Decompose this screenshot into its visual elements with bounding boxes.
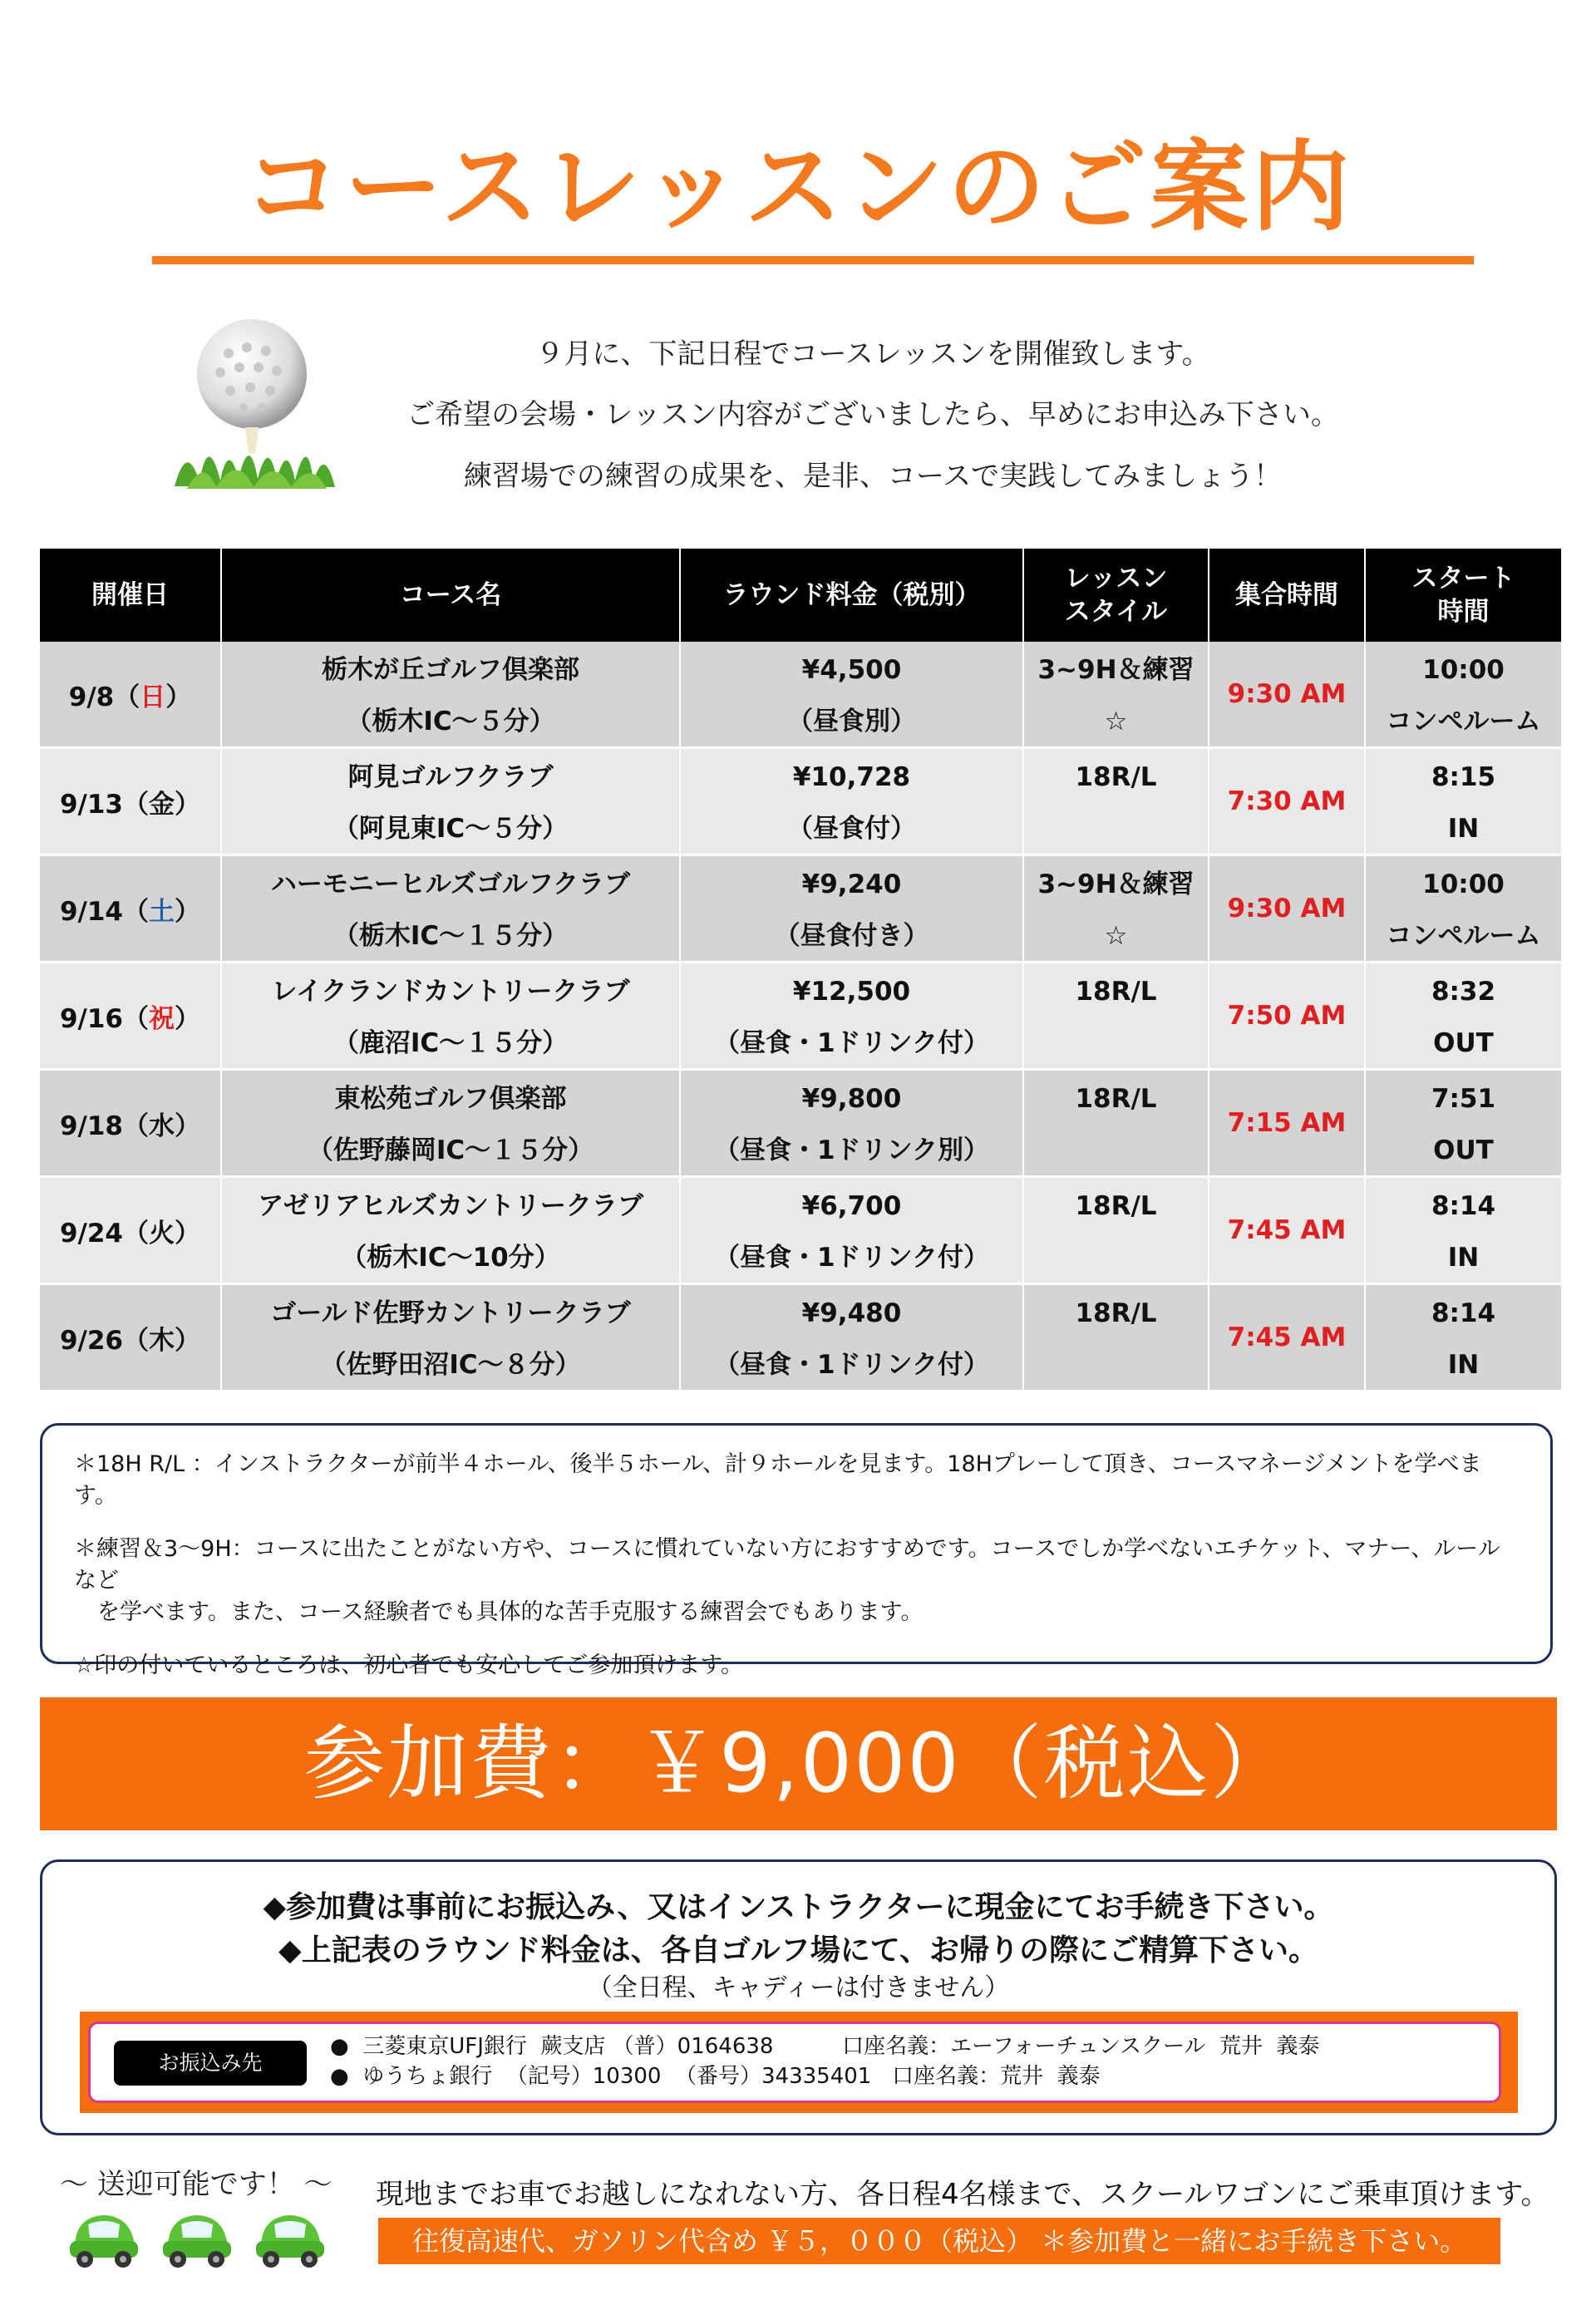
payment-line-1: ◆参加費は事前にお振込み、又はインストラクターに現金にてお手続き下さい。 bbox=[263, 1890, 1334, 1924]
date-cell: 9/18（水） bbox=[40, 1070, 221, 1177]
course-name: ゴールド佐野カントリークラブ bbox=[270, 1298, 631, 1328]
header-start: スタート 時間 bbox=[1365, 549, 1561, 642]
course-access: （栃木IC～５分） bbox=[346, 707, 555, 736]
start-time: 8:32 bbox=[1431, 977, 1496, 1007]
bank-label: お振込み先 bbox=[114, 2041, 307, 2086]
header-course: コース名 bbox=[221, 549, 680, 642]
start-time: 10:00 bbox=[1422, 869, 1505, 899]
round-price: ¥4,500 bbox=[801, 655, 902, 685]
car-icon bbox=[66, 2206, 141, 2271]
title-underline bbox=[152, 256, 1474, 264]
course-cell bbox=[221, 1070, 680, 1177]
table-row bbox=[40, 1070, 1561, 1177]
round-price: ¥9,800 bbox=[801, 1084, 902, 1114]
bank-strip bbox=[80, 2012, 1518, 2113]
fee-cell bbox=[680, 855, 1023, 963]
intro-line-2: ご希望の会場・レッスン内容がございましたら、早めにお申込み下さい。 bbox=[406, 398, 1339, 431]
round-price: ¥10,728 bbox=[792, 762, 911, 792]
course-access: （栃木IC～10分） bbox=[341, 1243, 560, 1273]
start-place: IN bbox=[1447, 1243, 1480, 1273]
lesson-style: 3~9H＆練習 bbox=[1037, 655, 1195, 685]
course-cell bbox=[221, 748, 680, 855]
weekday: 水 bbox=[149, 1111, 175, 1141]
start-cell bbox=[1365, 963, 1561, 1070]
course-cell bbox=[221, 1284, 680, 1391]
gather-time: 7:45 AM bbox=[1209, 1177, 1365, 1284]
note-practice-cont: を学べます。また、コース経験者でも具体的な苦手克服する練習会でもあります。 bbox=[97, 1599, 924, 1625]
start-cell bbox=[1365, 1070, 1561, 1177]
course-name: アゼリアヒルズカントリークラブ bbox=[258, 1191, 643, 1221]
fee-cell bbox=[680, 1284, 1023, 1391]
gather-time: 9:30 AM bbox=[1209, 855, 1365, 963]
note-star: ☆印の付いているところは、初心者でも安心してご参加頂けます。 bbox=[74, 1652, 744, 1678]
fee-cell bbox=[680, 963, 1023, 1070]
note-rl: ＊18H R/L ：インストラクターが前半４ホール、後半５ホール、計９ホールを見ます。18Hプレーして頂き、コースマネージメントを学べます。 bbox=[74, 1451, 1482, 1509]
start-place: IN bbox=[1447, 1350, 1480, 1380]
meal-info: （昼食付） bbox=[787, 814, 916, 844]
course-name: 東松苑ゴルフ倶楽部 bbox=[334, 1084, 567, 1114]
start-cell bbox=[1365, 855, 1561, 963]
course-cell bbox=[221, 855, 680, 963]
beginner-mark: ☆ bbox=[1104, 707, 1128, 736]
fee-cell bbox=[680, 1070, 1023, 1177]
payment-note: （全日程、キャディーは付きません） bbox=[587, 1973, 1010, 2002]
table-row bbox=[40, 855, 1561, 963]
lesson-style: 3~9H＆練習 bbox=[1037, 869, 1195, 899]
payment-line-2: ◆上記表のラウンド料金は、各自ゴルフ場にて、お帰りの際にご精算下さい。 bbox=[278, 1933, 1318, 1968]
table-header-row bbox=[40, 549, 1561, 642]
pickup-fee-banner: 往復高速代、ガソリン代含め ￥５，０００（税込） ＊参加費と一緒にお手続き下さい。 bbox=[378, 2218, 1500, 2264]
round-price: ¥9,480 bbox=[801, 1298, 902, 1328]
weekday: 木 bbox=[149, 1325, 175, 1356]
start-time: 8:14 bbox=[1431, 1191, 1496, 1221]
lesson-style: 18R/L bbox=[1075, 762, 1157, 792]
course-access: （阿見東IC～５分） bbox=[332, 814, 569, 844]
course-cell bbox=[221, 1177, 680, 1284]
course-name: ハーモニーヒルズゴルフクラブ bbox=[270, 869, 631, 899]
course-access: （栃木IC～１５分） bbox=[332, 921, 569, 951]
fee-cell bbox=[680, 1177, 1023, 1284]
header-date: 開催日 bbox=[40, 549, 221, 642]
lesson-style: 18R/L bbox=[1075, 1298, 1157, 1328]
payment-box bbox=[40, 1859, 1557, 2135]
course-name: 阿見ゴルフクラブ bbox=[347, 762, 554, 792]
gather-time: 7:50 AM bbox=[1209, 963, 1365, 1070]
schedule-table bbox=[40, 549, 1561, 1392]
intro-line-3: 練習場での練習の成果を、是非、コースで実践してみましょう！ bbox=[463, 460, 1283, 493]
lesson-style: 18R/L bbox=[1075, 977, 1157, 1007]
start-cell bbox=[1365, 748, 1561, 855]
lesson-style: 18R/L bbox=[1075, 1084, 1157, 1114]
meal-info: （昼食別） bbox=[787, 707, 916, 736]
weekday: 火 bbox=[149, 1218, 175, 1249]
start-place: IN bbox=[1447, 814, 1480, 844]
intro-line-1: ９月に、下記日程でコースレッスンを開催致します。 bbox=[535, 337, 1210, 371]
start-place: コンペルーム bbox=[1386, 921, 1541, 951]
pickup-text: 現地までお車でお越しになれない方、各日程4名様まで、スクールワゴンにご乗車頂けます。 bbox=[376, 2178, 1549, 2211]
style-cell bbox=[1023, 748, 1209, 855]
start-time: 10:00 bbox=[1422, 655, 1505, 685]
course-name: 栃木が丘ゴルフ倶楽部 bbox=[322, 655, 579, 685]
meal-info: （昼食・1ドリンク別） bbox=[714, 1135, 989, 1165]
header-gather: 集合時間 bbox=[1209, 549, 1365, 642]
date-cell: 9/26（木） bbox=[40, 1284, 221, 1391]
fee-cell bbox=[680, 748, 1023, 855]
start-time: 7:51 bbox=[1431, 1084, 1496, 1114]
start-place: OUT bbox=[1433, 1135, 1494, 1165]
car-icon bbox=[253, 2206, 328, 2271]
round-price: ¥12,500 bbox=[792, 977, 911, 1007]
table-row bbox=[40, 963, 1561, 1070]
weekday: 金 bbox=[149, 789, 175, 820]
header-style: レッスン スタイル bbox=[1023, 549, 1209, 642]
pickup-title: ～ 送迎可能です！ ～ bbox=[60, 2168, 332, 2201]
bank-row-1: ● 三菱東京UFJ銀行 蕨支店 （普）0164638 口座名義：エーフォーチュンスクール 荒井 義泰 bbox=[330, 2034, 1320, 2059]
date-cell: 9/8（日） bbox=[40, 642, 221, 748]
round-price: ¥6,700 bbox=[801, 1191, 902, 1221]
start-cell bbox=[1365, 1177, 1561, 1284]
gather-time: 9:30 AM bbox=[1209, 642, 1365, 748]
gather-time: 7:45 AM bbox=[1209, 1284, 1365, 1391]
meal-info: （昼食・1ドリンク付） bbox=[714, 1028, 989, 1058]
table-row bbox=[40, 642, 1561, 748]
course-cell bbox=[221, 642, 680, 748]
date-cell: 9/16（祝） bbox=[40, 963, 221, 1070]
weekday: 祝 bbox=[149, 1003, 175, 1034]
style-cell bbox=[1023, 1070, 1209, 1177]
table-row bbox=[40, 1284, 1561, 1391]
date-cell: 9/13（金） bbox=[40, 748, 221, 855]
golf-ball-icon bbox=[170, 316, 341, 495]
meal-info: （昼食・1ドリンク付） bbox=[714, 1350, 989, 1380]
date-cell: 9/14（土） bbox=[40, 855, 221, 963]
start-cell bbox=[1365, 642, 1561, 748]
start-place: OUT bbox=[1433, 1028, 1494, 1058]
notes-box bbox=[40, 1423, 1553, 1678]
meal-info: （昼食付き） bbox=[774, 921, 929, 951]
weekday: 日 bbox=[140, 682, 166, 712]
course-cell bbox=[221, 963, 680, 1070]
style-cell bbox=[1023, 642, 1209, 748]
course-access: （鹿沼IC～１５分） bbox=[332, 1028, 569, 1058]
gather-time: 7:15 AM bbox=[1209, 1070, 1365, 1177]
course-access: （佐野藤岡IC～１５分） bbox=[307, 1135, 594, 1165]
beginner-mark: ☆ bbox=[1104, 921, 1128, 951]
meal-info: （昼食・1ドリンク付） bbox=[714, 1243, 989, 1273]
style-cell bbox=[1023, 855, 1209, 963]
table-row bbox=[40, 1177, 1561, 1284]
course-access: （佐野田沼IC～８分） bbox=[320, 1350, 581, 1380]
table-row bbox=[40, 748, 1561, 855]
car-icon bbox=[160, 2206, 234, 2271]
style-cell bbox=[1023, 1177, 1209, 1284]
start-time: 8:15 bbox=[1431, 762, 1496, 792]
start-place: コンペルーム bbox=[1386, 707, 1541, 736]
page-title: コースレッスンのご案内 bbox=[243, 130, 1353, 244]
gather-time: 7:30 AM bbox=[1209, 748, 1365, 855]
weekday: 土 bbox=[149, 896, 175, 927]
header-fee: ラウンド料金（税別） bbox=[680, 549, 1023, 642]
round-price: ¥9,240 bbox=[801, 869, 902, 899]
start-cell bbox=[1365, 1284, 1561, 1391]
fee-cell bbox=[680, 642, 1023, 748]
lesson-style: 18R/L bbox=[1075, 1191, 1157, 1221]
style-cell bbox=[1023, 963, 1209, 1070]
style-cell bbox=[1023, 1284, 1209, 1391]
date-cell: 9/24（火） bbox=[40, 1177, 221, 1284]
bank-info-panel bbox=[88, 2022, 1501, 2103]
bank-row-2: ● ゆうちょ銀行 （記号）10300 （番号）34335401 口座名義：荒井 義泰 bbox=[330, 2064, 1101, 2089]
start-time: 8:14 bbox=[1431, 1298, 1496, 1328]
note-practice: ＊練習＆3～9H：コースに出たことがない方や、コースに慣れていない方におすすめです。コースでしか学べないエチケット、マナー、ルールなど bbox=[74, 1536, 1500, 1593]
fee-banner: 参加費：￥9,000（税込） bbox=[40, 1697, 1557, 1830]
course-name: レイクランドカントリークラブ bbox=[271, 977, 630, 1007]
